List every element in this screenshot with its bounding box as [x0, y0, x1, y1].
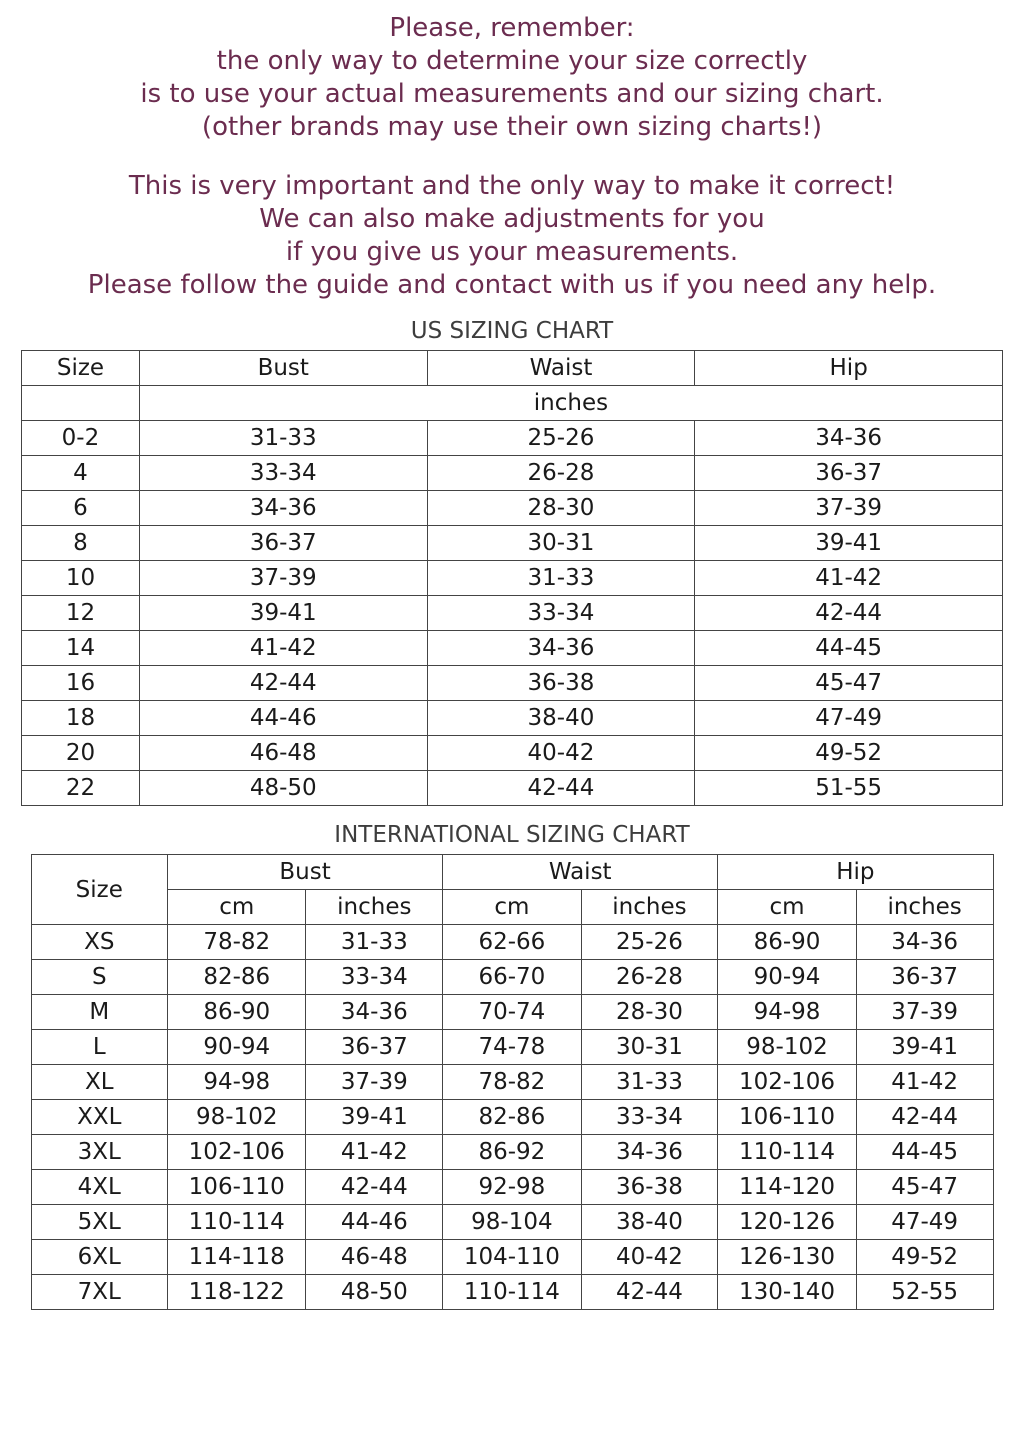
cell-bust: 39-41 — [139, 596, 427, 631]
cell-size: 4XL — [31, 1170, 167, 1205]
table-row — [31, 960, 993, 995]
cell-bust-cm: 102-106 — [167, 1135, 306, 1170]
cell-bust-cm: 86-90 — [167, 995, 306, 1030]
column-header-bust: Bust — [139, 351, 427, 386]
cell-hip-cm: 106-110 — [718, 1100, 857, 1135]
cell-size: 0-2 — [22, 421, 140, 456]
table-row — [22, 631, 1003, 666]
cell-hip-in: 36-37 — [856, 960, 993, 995]
subheader-waist-cm: cm — [443, 890, 582, 925]
cell-bust-in: 33-34 — [306, 960, 443, 995]
cell-bust-cm: 82-86 — [167, 960, 306, 995]
cell-size: XL — [31, 1065, 167, 1100]
cell-hip-in: 41-42 — [856, 1065, 993, 1100]
cell-hip: 44-45 — [695, 631, 1003, 666]
cell-hip-in: 49-52 — [856, 1240, 993, 1275]
intro-note — [0, 0, 1024, 302]
note-line: the only way to determine your size correctly — [216, 46, 808, 76]
cell-hip-cm: 94-98 — [718, 995, 857, 1030]
cell-waist-in: 42-44 — [581, 1275, 718, 1310]
table-row — [22, 491, 1003, 526]
cell-bust-cm: 78-82 — [167, 925, 306, 960]
cell-size: 6 — [22, 491, 140, 526]
us-chart-title: US SIZING CHART — [410, 318, 614, 344]
note-spacer — [0, 144, 1024, 170]
cell-size: 4 — [22, 456, 140, 491]
cell-size: 12 — [22, 596, 140, 631]
cell-hip-in: 45-47 — [856, 1170, 993, 1205]
cell-hip-in: 39-41 — [856, 1030, 993, 1065]
cell-waist-cm: 78-82 — [443, 1065, 582, 1100]
cell-bust-in: 34-36 — [306, 995, 443, 1030]
unit-row-inches: inches — [139, 386, 1002, 421]
cell-waist-cm: 98-104 — [443, 1205, 582, 1240]
subheader-bust-inches: inches — [306, 890, 443, 925]
column-header-hip: Hip — [718, 855, 993, 890]
table-row — [22, 421, 1003, 456]
note-line: We can also make adjustments for you — [259, 204, 765, 234]
table-unit-row — [22, 386, 1003, 421]
cell-waist-cm: 62-66 — [443, 925, 582, 960]
table-row — [31, 995, 993, 1030]
cell-size: 18 — [22, 701, 140, 736]
cell-waist-in: 38-40 — [581, 1205, 718, 1240]
cell-bust-in: 39-41 — [306, 1100, 443, 1135]
cell-waist-in: 28-30 — [581, 995, 718, 1030]
cell-hip: 39-41 — [695, 526, 1003, 561]
cell-hip: 34-36 — [695, 421, 1003, 456]
cell-size: 14 — [22, 631, 140, 666]
cell-size: 22 — [22, 771, 140, 806]
cell-size: 10 — [22, 561, 140, 596]
cell-waist-cm: 86-92 — [443, 1135, 582, 1170]
cell-waist-in: 40-42 — [581, 1240, 718, 1275]
cell-bust-cm: 110-114 — [167, 1205, 306, 1240]
column-header-hip: Hip — [695, 351, 1003, 386]
cell-size: 3XL — [31, 1135, 167, 1170]
table-row — [31, 1205, 993, 1240]
cell-bust-cm: 118-122 — [167, 1275, 306, 1310]
table-row — [22, 596, 1003, 631]
cell-hip-cm: 114-120 — [718, 1170, 857, 1205]
cell-bust-cm: 94-98 — [167, 1065, 306, 1100]
cell-hip: 36-37 — [695, 456, 1003, 491]
cell-bust-cm: 114-118 — [167, 1240, 306, 1275]
cell-size: L — [31, 1030, 167, 1065]
cell-hip: 51-55 — [695, 771, 1003, 806]
cell-size: 5XL — [31, 1205, 167, 1240]
cell-size: 16 — [22, 666, 140, 701]
cell-hip: 37-39 — [695, 491, 1003, 526]
table-row — [31, 1100, 993, 1135]
cell-waist: 42-44 — [427, 771, 695, 806]
cell-bust: 37-39 — [139, 561, 427, 596]
cell-waist: 31-33 — [427, 561, 695, 596]
cell-hip-cm: 130-140 — [718, 1275, 857, 1310]
cell-waist-in: 34-36 — [581, 1135, 718, 1170]
international-sizing-table — [31, 854, 994, 1310]
column-header-bust: Bust — [167, 855, 442, 890]
cell-waist: 25-26 — [427, 421, 695, 456]
note-line: is to use your actual measurements and our sizing chart. — [140, 79, 884, 109]
cell-bust: 42-44 — [139, 666, 427, 701]
cell-bust-in: 36-37 — [306, 1030, 443, 1065]
table-row — [31, 1170, 993, 1205]
cell-waist: 30-31 — [427, 526, 695, 561]
cell-size: 7XL — [31, 1275, 167, 1310]
cell-hip-cm: 98-102 — [718, 1030, 857, 1065]
cell-hip: 45-47 — [695, 666, 1003, 701]
cell-bust: 34-36 — [139, 491, 427, 526]
table-row — [22, 456, 1003, 491]
cell-waist: 33-34 — [427, 596, 695, 631]
cell-bust-in: 44-46 — [306, 1205, 443, 1240]
cell-bust: 41-42 — [139, 631, 427, 666]
cell-waist: 34-36 — [427, 631, 695, 666]
table-row — [22, 561, 1003, 596]
cell-hip-in: 42-44 — [856, 1100, 993, 1135]
cell-hip: 41-42 — [695, 561, 1003, 596]
table-row — [22, 771, 1003, 806]
cell-hip: 42-44 — [695, 596, 1003, 631]
cell-waist-cm: 66-70 — [443, 960, 582, 995]
cell-waist-in: 36-38 — [581, 1170, 718, 1205]
cell-waist: 28-30 — [427, 491, 695, 526]
cell-bust: 33-34 — [139, 456, 427, 491]
column-header-size: Size — [31, 855, 167, 925]
cell-hip-cm: 102-106 — [718, 1065, 857, 1100]
cell-bust: 46-48 — [139, 736, 427, 771]
note-line: (other brands may use their own sizing charts!) — [201, 112, 823, 142]
us-sizing-table — [21, 350, 1003, 806]
table-row — [22, 736, 1003, 771]
unit-row-blank — [22, 386, 140, 421]
cell-hip-cm: 110-114 — [718, 1135, 857, 1170]
table-row — [31, 1240, 993, 1275]
cell-size: 20 — [22, 736, 140, 771]
cell-hip-in: 52-55 — [856, 1275, 993, 1310]
cell-waist: 36-38 — [427, 666, 695, 701]
cell-waist-in: 30-31 — [581, 1030, 718, 1065]
cell-waist-in: 25-26 — [581, 925, 718, 960]
table-header-row — [31, 855, 993, 890]
cell-bust: 48-50 — [139, 771, 427, 806]
cell-size: S — [31, 960, 167, 995]
cell-waist-in: 31-33 — [581, 1065, 718, 1100]
table-row — [31, 1275, 993, 1310]
cell-bust-cm: 90-94 — [167, 1030, 306, 1065]
cell-bust: 36-37 — [139, 526, 427, 561]
cell-hip-in: 47-49 — [856, 1205, 993, 1240]
table-row — [31, 925, 993, 960]
cell-hip-in: 34-36 — [856, 925, 993, 960]
cell-size: 6XL — [31, 1240, 167, 1275]
cell-size: XXL — [31, 1100, 167, 1135]
cell-hip-cm: 126-130 — [718, 1240, 857, 1275]
cell-waist-cm: 70-74 — [443, 995, 582, 1030]
cell-waist-in: 33-34 — [581, 1100, 718, 1135]
table-row — [22, 526, 1003, 561]
cell-waist: 38-40 — [427, 701, 695, 736]
table-row — [22, 666, 1003, 701]
intl-chart-title: INTERNATIONAL SIZING CHART — [334, 822, 690, 848]
table-row — [22, 701, 1003, 736]
cell-waist-cm: 74-78 — [443, 1030, 582, 1065]
cell-hip: 49-52 — [695, 736, 1003, 771]
cell-bust-in: 48-50 — [306, 1275, 443, 1310]
note-line: Please follow the guide and contact with us if you need any help. — [87, 270, 937, 300]
cell-hip: 47-49 — [695, 701, 1003, 736]
cell-bust-cm: 98-102 — [167, 1100, 306, 1135]
table-subheader-row — [31, 890, 993, 925]
cell-bust: 44-46 — [139, 701, 427, 736]
cell-waist-in: 26-28 — [581, 960, 718, 995]
table-row — [31, 1030, 993, 1065]
cell-bust-in: 37-39 — [306, 1065, 443, 1100]
cell-hip-in: 37-39 — [856, 995, 993, 1030]
cell-bust-in: 31-33 — [306, 925, 443, 960]
cell-size: 8 — [22, 526, 140, 561]
cell-hip-in: 44-45 — [856, 1135, 993, 1170]
column-header-waist: Waist — [443, 855, 718, 890]
note-line: This is very important and the only way to make it correct! — [128, 171, 896, 201]
cell-size: XS — [31, 925, 167, 960]
cell-waist: 40-42 — [427, 736, 695, 771]
column-header-size: Size — [22, 351, 140, 386]
subheader-hip-cm: cm — [718, 890, 857, 925]
cell-bust-cm: 106-110 — [167, 1170, 306, 1205]
cell-waist-cm: 104-110 — [443, 1240, 582, 1275]
cell-waist-cm: 82-86 — [443, 1100, 582, 1135]
cell-hip-cm: 120-126 — [718, 1205, 857, 1240]
table-row — [31, 1065, 993, 1100]
column-header-waist: Waist — [427, 351, 695, 386]
table-header-row — [22, 351, 1003, 386]
cell-bust: 31-33 — [139, 421, 427, 456]
cell-bust-in: 42-44 — [306, 1170, 443, 1205]
cell-waist: 26-28 — [427, 456, 695, 491]
subheader-hip-inches: inches — [856, 890, 993, 925]
note-line: if you give us your measurements. — [285, 237, 739, 267]
subheader-bust-cm: cm — [167, 890, 306, 925]
cell-hip-cm: 90-94 — [718, 960, 857, 995]
note-line: Please, remember: — [389, 13, 635, 43]
cell-waist-cm: 92-98 — [443, 1170, 582, 1205]
subheader-waist-inches: inches — [581, 890, 718, 925]
cell-bust-in: 41-42 — [306, 1135, 443, 1170]
cell-size: M — [31, 995, 167, 1030]
cell-hip-cm: 86-90 — [718, 925, 857, 960]
cell-bust-in: 46-48 — [306, 1240, 443, 1275]
cell-waist-cm: 110-114 — [443, 1275, 582, 1310]
table-row — [31, 1135, 993, 1170]
